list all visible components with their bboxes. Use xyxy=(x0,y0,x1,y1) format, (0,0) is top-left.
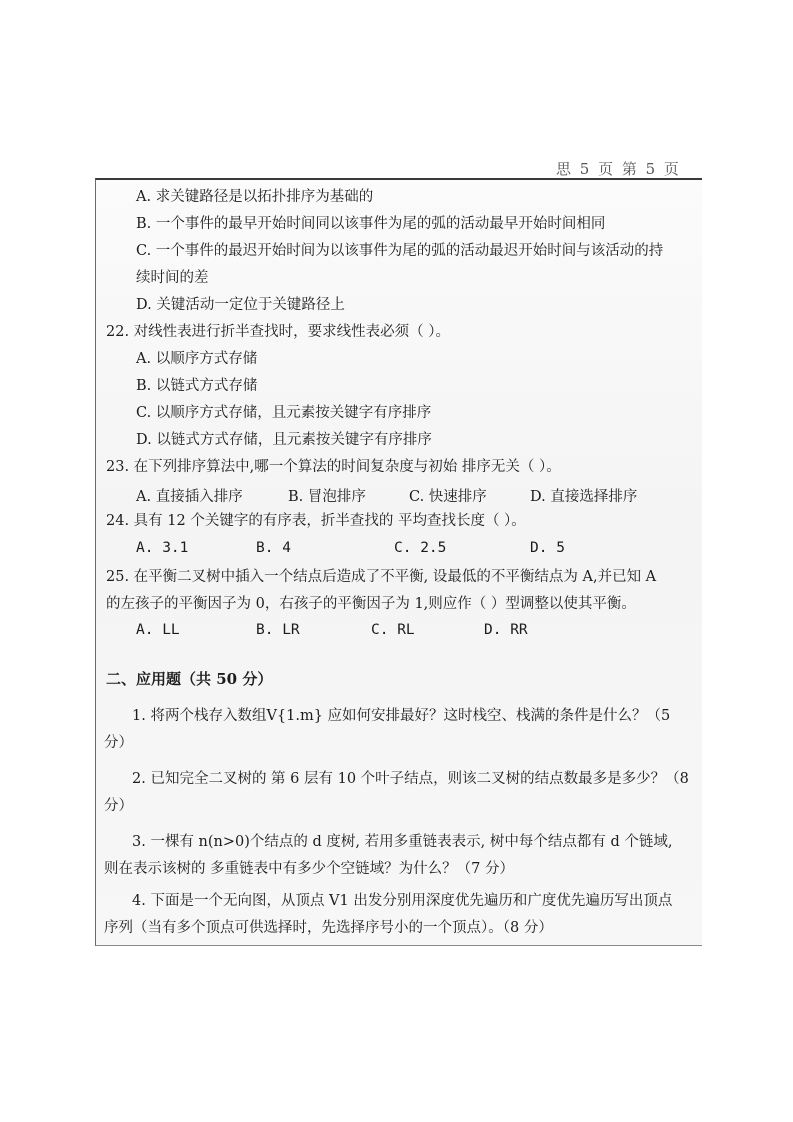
app-question-1-line1: 1. 将两个栈存入数组V{1.m} 应如何安排最好？这时栈空、栈满的条件是什么？（5 xyxy=(132,708,671,724)
app-question-1-line2: 分） xyxy=(104,735,133,751)
q21-option-b: B. 一个事件的最早开始时间同以该事件为尾的弧的活动最早开始时间相同 xyxy=(136,216,606,232)
exam-frame xyxy=(95,178,702,946)
q22-option-d: D. 以链式方式存储，且元素按关键字有序排序 xyxy=(136,432,432,448)
app-question-2-line1: 2. 已知完全二叉树的 第 6 层有 10 个叶子结点，则该二叉树的结点数最多是多少？（8 xyxy=(132,771,689,787)
app-question-4-line1: 4. 下面是一个无向图，从顶点 V1 出发分别用深度优先遍历和广度优先遍历写出顶点 xyxy=(132,893,673,909)
q25-option-b: B. LR xyxy=(256,622,300,638)
q25-option-a: A. LL xyxy=(136,622,180,638)
q23-option-a: A. 直接插入排序 xyxy=(136,489,243,505)
q24-option-d: D. 5 xyxy=(530,540,565,556)
q22-stem: 22. 对线性表进行折半查找时，要求线性表必须（ ）。 xyxy=(106,324,451,340)
app-question-4-line2: 序列（当有多个顶点可供选择时，先选择序号小的一个顶点）。（8 分） xyxy=(104,920,553,936)
page-header-fragment: 思 5 页 第 5 页 xyxy=(556,160,681,178)
q25-stem-line2: 的左孩子的平衡因子为 0，右孩子的平衡因子为 1,则应作（ ）型调整以使其平衡。 xyxy=(106,596,636,612)
q25-option-d: D. RR xyxy=(484,622,528,638)
q21-option-c: C. 一个事件的最迟开始时间为以该事件为尾的弧的活动最迟开始时间与该活动的持 xyxy=(136,243,664,259)
q24-option-b: B. 4 xyxy=(256,540,291,556)
q23-option-d: D. 直接选择排序 xyxy=(530,489,638,505)
q24-option-a: A. 3.1 xyxy=(136,540,189,556)
q25-option-c: C. RL xyxy=(371,622,415,638)
q22-option-a: A. 以顺序方式存储 xyxy=(136,351,258,367)
app-question-3-line2: 则在表示该树的 多重链表中有多少个空链域？为什么？（7 分） xyxy=(104,861,514,877)
q24-stem: 24. 具有 12 个关键字的有序表，折半查找的 平均查找长度（ ）。 xyxy=(106,513,526,529)
q23-option-b: B. 冒泡排序 xyxy=(288,489,366,505)
q23-option-c: C. 快速排序 xyxy=(409,489,487,505)
q21-option-a: A. 求关键路径是以拓扑排序为基础的 xyxy=(136,189,374,205)
q23-stem: 23. 在下列排序算法中,哪一个算法的时间复杂度与初始 排序无关（ ）。 xyxy=(106,459,561,475)
section-title: 二、应用题（共 50 分） xyxy=(106,670,273,688)
app-question-3-line1: 3. 一棵有 n(n>0)个结点的 d 度树, 若用多重链表表示, 树中每个结点都有 d 个链域, xyxy=(132,834,673,850)
q22-option-b: B. 以链式方式存储 xyxy=(136,378,258,394)
app-question-2-line2: 分） xyxy=(104,798,133,814)
q21-option-d: D. 关键活动一定位于关键路径上 xyxy=(136,297,345,313)
q22-option-c: C. 以顺序方式存储，且元素按关键字有序排序 xyxy=(136,405,432,421)
q24-option-c: C. 2.5 xyxy=(394,540,447,556)
q21-option-c-continued: 续时间的差 xyxy=(136,270,209,286)
q25-stem-line1: 25. 在平衡二叉树中插入一个结点后造成了不平衡, 设最低的不平衡结点为 A,并已知 A xyxy=(106,569,657,585)
